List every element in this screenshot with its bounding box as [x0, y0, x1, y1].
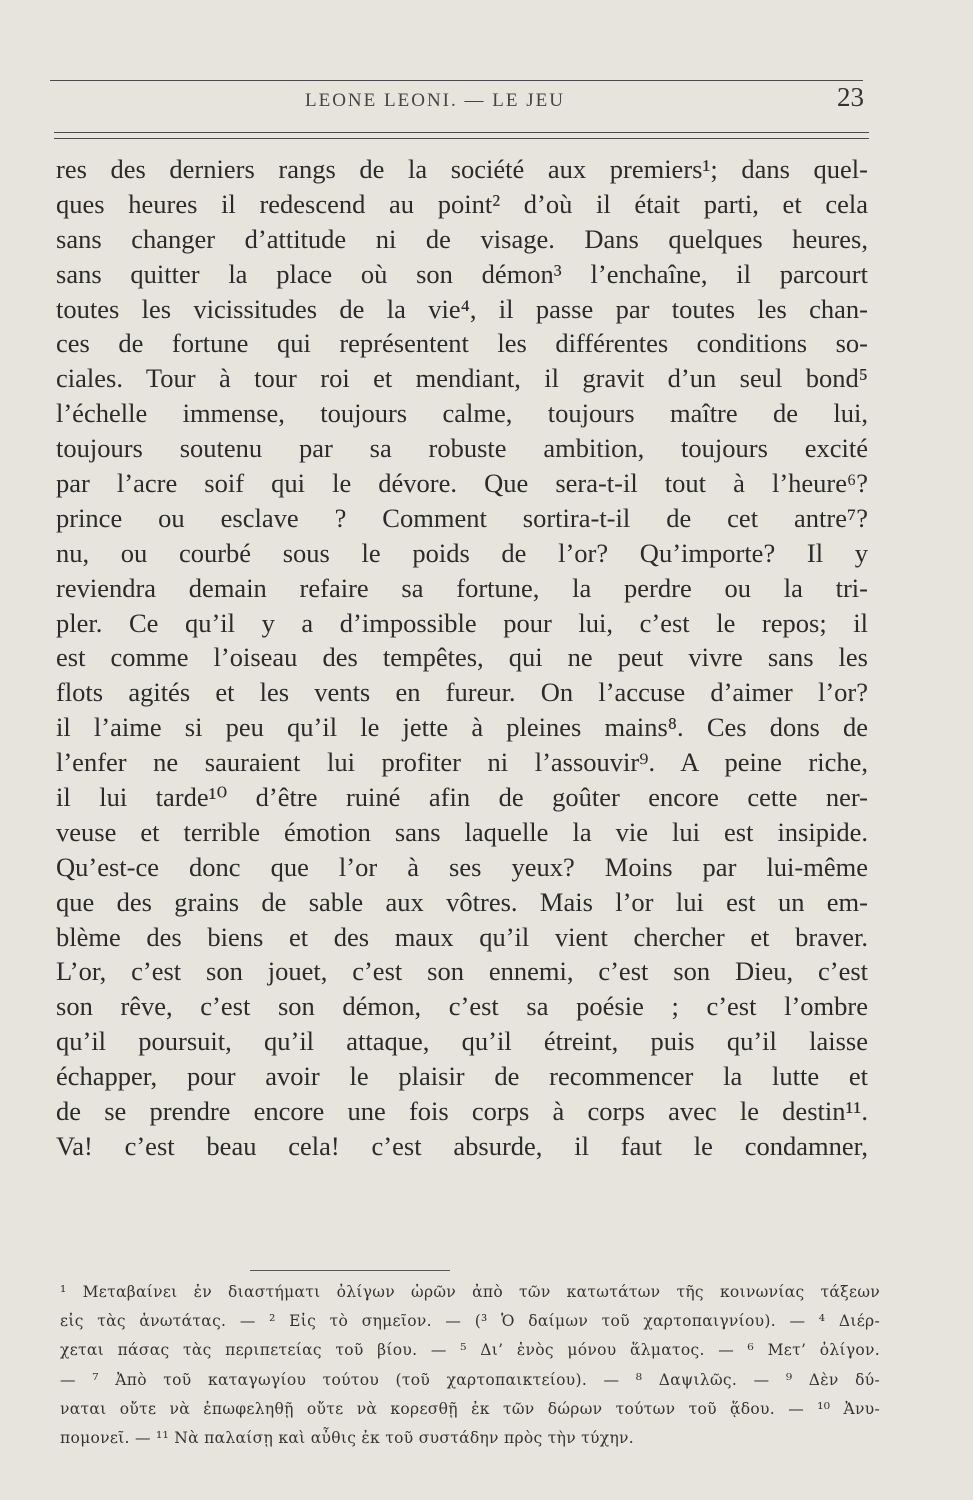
header-rule-thin: [54, 138, 869, 139]
text-line: sans quitter la place où son démon³ l’enchaîne, il parcourt: [56, 258, 868, 289]
text-line: blème des biens et des maux qu’il vient chercher et braver.: [56, 921, 868, 952]
text-line: l’échelle immense, toujours calme, toujours maître de lui,: [56, 398, 868, 429]
running-head: LEONE LEONI. — LE JEU: [305, 90, 565, 111]
text-line: veuse et terrible émotion sans laquelle la vie lui est insipide.: [56, 816, 868, 847]
text-line: par l’acre soif qui le dévore. Que sera-t-il tout à l’heure⁶?: [56, 468, 868, 499]
text-line: de se prendre encore une fois corps à corps avec le destin¹¹.: [56, 1096, 868, 1127]
text-line: Va! c’est beau cela! c’est absurde, il faut le condamner,: [56, 1130, 868, 1161]
top-rule: [50, 80, 863, 81]
text-line: échapper, pour avoir le plaisir de recommencer la lutte et: [56, 1061, 868, 1092]
header-rule: [54, 132, 869, 133]
text-line: sans changer d’attitude ni de visage. Dans quelques heures,: [56, 223, 868, 254]
text-line: prince ou esclave ? Comment sortira-t-il de cet antre⁷?: [56, 502, 868, 533]
footnote-line: ναται οὔτε νὰ ἐπωφεληθῇ οὔτε νὰ κορεσθῇ ἐκ τῶν δώρων τούτων τοῦ ᾅδου. — ¹⁰ Ἀνυ-: [60, 1399, 880, 1418]
text-line: qu’il poursuit, qu’il attaque, qu’il étreint, puis qu’il laisse: [56, 1026, 868, 1057]
text-line: il l’aime si peu qu’il le jette à pleines mains⁸. Ces dons de: [56, 712, 868, 743]
text-line: l’enfer ne sauraient lui profiter ni l’assouvir⁹. A peine riche,: [56, 747, 868, 778]
text-line: pler. Ce qu’il y a d’impossible pour lui, c’est le repos; il: [56, 607, 868, 638]
text-line: ques heures il redescend au point² d’où il était parti, et cela: [56, 188, 868, 219]
page-number: 23: [837, 82, 864, 112]
text-line: res des derniers rangs de la société aux premiers¹; dans quel-: [56, 154, 868, 184]
text-line: il lui tarde¹⁰ d’être ruiné afin de goûter encore cette ner-: [56, 782, 868, 813]
body-text: [56, 152, 868, 1164]
text-line: toujours soutenu par sa robuste ambition, toujours excité: [56, 433, 868, 464]
text-line: Qu’est-ce donc que l’or à ses yeux? Moins par lui-même: [56, 851, 868, 882]
text-line: que des grains de sable aux vôtres. Mais l’or lui est un em-: [56, 886, 868, 917]
text-line: est comme l’oiseau des tempêtes, qui ne peut vivre sans les: [56, 642, 868, 673]
text-line: reviendra demain refaire sa fortune, la perdre ou la tri-: [56, 572, 868, 603]
footnote-line: ¹ Μεταβαίνει ἐν διαστήματι ὀλίγων ὡρῶν ἀπὸ τῶν κατωτάτων τῆς κοινωνίας τάξεων: [60, 1283, 880, 1301]
footnote-line: εἰς τὰς ἀνωτάτας. — ² Εἰς τὸ σημεῖον. — (³ Ὁ δαίμων τοῦ χαρτοπαιγνίου). — ⁴ Διέρ-: [60, 1312, 880, 1331]
text-line: son rêve, c’est son démon, c’est sa poésie ; c’est l’ombre: [56, 991, 868, 1022]
page-header: [60, 82, 870, 124]
text-line: ces de fortune qui représentent les différentes conditions so-: [56, 328, 868, 359]
footnote-line: — ⁷ Ἀπὸ τοῦ καταγωγίου τούτου (τοῦ χαρτοπαικτείου). — ⁸ Δαψιλῶς. — ⁹ Δὲν δύ-: [60, 1370, 880, 1389]
footnote-line: χεται πάσας τὰς περιπετείας τοῦ βίου. — ⁵ Δι’ ἑνὸς μόνου ἅλματος. — ⁶ Μετ’ ὀλίγον.: [60, 1341, 880, 1360]
footnotes: [60, 1278, 880, 1453]
text-line: ciales. Tour à tour roi et mendiant, il gravit d’un seul bond⁵: [56, 363, 868, 394]
text-line: flots agités et les vents en fureur. On l’accuse d’aimer l’or?: [56, 677, 868, 708]
text-line: toutes les vicissitudes de la vie⁴, il passe par toutes les chan-: [56, 293, 868, 324]
text-line: nu, ou courbé sous le poids de l’or? Qu’importe? Il y: [56, 537, 868, 568]
footnote-line: πομονεῖ. — ¹¹ Νὰ παλαίσῃ καὶ αὖθις ἐκ τοῦ συστάδην πρὸς τὴν τύχην.: [60, 1428, 634, 1447]
footnote-rule: [250, 1270, 450, 1271]
text-line: L’or, c’est son jouet, c’est son ennemi, c’est son Dieu, c’est: [56, 956, 868, 987]
